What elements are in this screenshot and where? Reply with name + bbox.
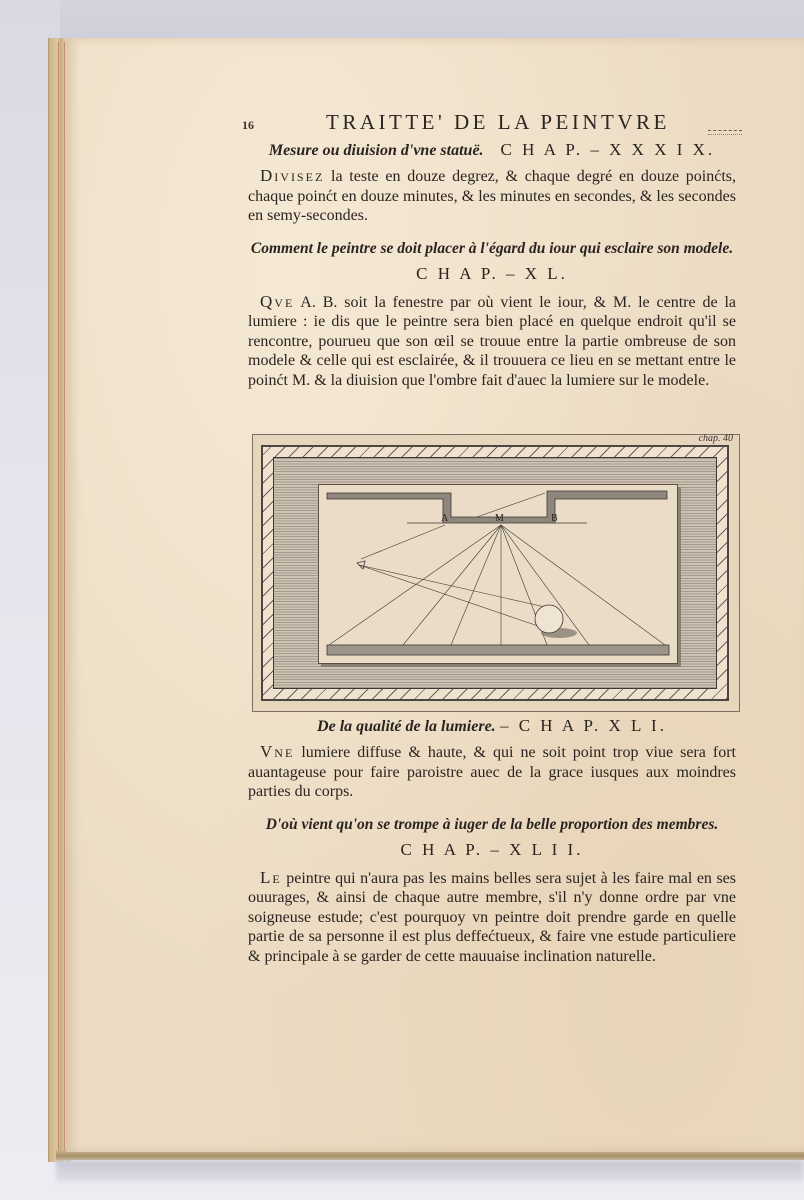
- page-number: 16: [242, 118, 254, 132]
- chapter-39-paragraph: [248, 166, 736, 226]
- chapter-39-heading: [248, 140, 736, 160]
- header-ornament: [708, 130, 742, 135]
- chapter-41-heading: [248, 716, 736, 736]
- chapter-41-title: De la qualité de la lumiere.: [317, 718, 496, 735]
- chapter-39-number: C H A P. – X X X I X.: [500, 140, 716, 159]
- background-shadow-top: [60, 0, 804, 40]
- paragraph-text: A. B. soit la fenestre par où vient le iour, & M. le centre de la lumiere : ie dis que le peintre sera bien placé en quelque endroit qu'il se rencontre, pourueu que son œil se trouue entre la partie ombreuse de son modele & celle qui est esclairée, & il trouuera ce lieu en se mettant entre le poinćt M. & la diuision que l'ombre fait d'auec la lumiere sur le modele.: [248, 293, 736, 389]
- chapter-40-title: Comment le peintre se doit placer à l'égard du iour qui esclaire son modele.: [250, 239, 734, 257]
- sphere-model: [535, 605, 563, 633]
- plate-reference: chap. 40: [698, 433, 733, 444]
- label-a: A: [441, 513, 449, 524]
- chapter-39-title: Mesure ou diuision d'vne statuë.: [268, 142, 484, 159]
- running-head: [242, 110, 736, 138]
- text-block-bottom: [248, 714, 736, 966]
- light-diagram: [319, 485, 677, 663]
- background-shadow-bottom: [56, 1160, 804, 1182]
- edge-line: [58, 42, 59, 1152]
- chapter-41-paragraph: [248, 742, 736, 802]
- drop-word: Le: [260, 867, 282, 887]
- paragraph-text: la teste en douze degrez, & chaque degré en douze poinćts, chaque poinćt en douze minutes, & les minutes en secondes, & les secondes en semy-secondes.: [248, 168, 736, 224]
- drop-word: Divisez: [260, 166, 325, 185]
- chapter-40-number: C H A P. – X L.: [416, 263, 568, 283]
- running-title: TRAITTE' DE LA PEINTVRE: [326, 110, 670, 134]
- chapter-40-paragraph: [248, 292, 736, 391]
- engraving-figure: [252, 434, 740, 712]
- diagram-plate: [318, 484, 678, 664]
- book-page: [66, 38, 804, 1152]
- paragraph-text: peintre qui n'aura pas les mains belles sera sujet à les faire mal en ses ouurages, & ainsi de chaque autre membre, s'il n'y donne ordre par vne soigneuse estude; c'est pourquoy vn peintre doit prendre garde en quelle partie de sa personne il est plus deffećtueux, & faire vne estude particuliere & principale à se garder de cette mauuaise inclination naturelle.: [248, 869, 736, 965]
- chapter-42-title: D'où vient qu'on se trompe à iuger de la belle proportion des membres.: [265, 815, 719, 833]
- drop-word: Qve: [260, 291, 295, 311]
- edge-line: [64, 42, 65, 1152]
- ornamental-border: [261, 445, 729, 701]
- text-block-top: [242, 110, 736, 390]
- chapter-42-number: C H A P. – X L I I.: [400, 839, 584, 859]
- hatched-frame: [273, 457, 717, 689]
- chapter-42-paragraph: [248, 868, 736, 967]
- paragraph-text: lumiere diffuse & haute, & qui ne soit point trop viue sera fort auantageuse pour faire paroistre auec de la grace iusques aux moindres parties du corps.: [248, 744, 736, 800]
- eye-icon: [357, 561, 365, 569]
- drop-word: Vne: [260, 742, 295, 761]
- chapter-41-number: – C H A P. X L I.: [499, 716, 667, 735]
- label-m: M: [495, 513, 504, 524]
- label-b: B: [551, 513, 558, 524]
